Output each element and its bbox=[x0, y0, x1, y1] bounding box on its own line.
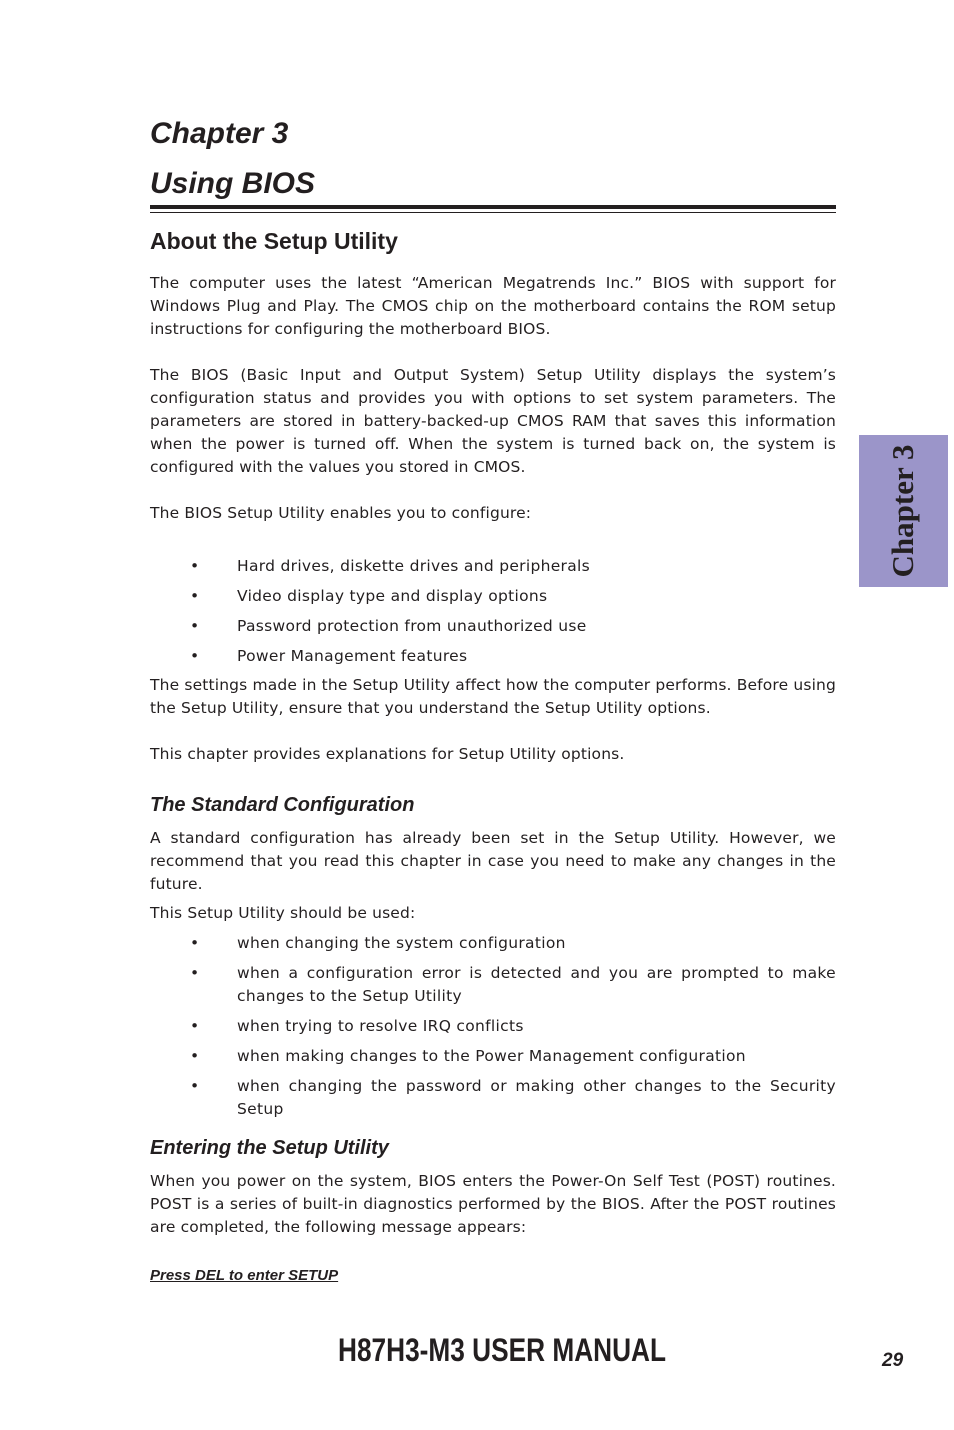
page-number: 29 bbox=[882, 1350, 904, 1371]
about-paragraph-4: The settings made in the Setup Utility affect how the computer performs. Before using the Setup Utility, ensure that you understand the Setup Utility options. bbox=[150, 676, 836, 717]
chapter-side-tab-label: Chapter 3 bbox=[885, 444, 920, 578]
list-item: • Video display type and display options bbox=[150, 585, 836, 608]
title-rule-thick bbox=[150, 205, 836, 209]
bullet-icon: • bbox=[190, 1077, 200, 1095]
section-heading-about: About the Setup Utility bbox=[150, 228, 398, 254]
bullet-icon: • bbox=[190, 617, 200, 635]
about-paragraph-1: The computer uses the latest “American Megatrends Inc.” BIOS with support for Windows Plug and Play. The CMOS chip on the motherboard contains the ROM setup instructions for configuring the motherboard BIOS. bbox=[150, 274, 836, 338]
about-paragraph-5: This chapter provides explanations for Setup Utility options. bbox=[150, 745, 625, 763]
press-del-message: Press DEL to enter SETUP bbox=[150, 1267, 339, 1284]
bullet-icon: • bbox=[190, 934, 200, 952]
bullet-icon: • bbox=[190, 647, 200, 665]
list-item: • when a configuration error is detected and you are prompted to make changes to the Setup Utility bbox=[190, 964, 836, 1005]
about-paragraph-3: The BIOS Setup Utility enables you to configure: bbox=[150, 504, 532, 522]
subheading-standard-configuration: The Standard Configuration bbox=[150, 794, 415, 816]
standard-paragraph-1: A standard configuration has already been set in the Setup Utility. However, we recommend that you read this chapter in case you need to make any changes in the future. bbox=[150, 829, 836, 893]
usage-list bbox=[150, 932, 836, 1121]
entering-paragraph-1: When you power on the system, BIOS enters the Power-On Self Test (POST) routines. POST is a series of built-in diagnostics performed by the BIOS. After the POST routines are completed, the following message appears: bbox=[150, 1172, 836, 1236]
list-item: • when changing the system configuration bbox=[150, 932, 836, 955]
subheading-entering-setup: Entering the Setup Utility bbox=[150, 1137, 389, 1159]
title-rule-thin bbox=[150, 212, 836, 213]
chapter-number: Chapter 3 bbox=[150, 117, 289, 150]
bullet-icon: • bbox=[190, 1017, 200, 1035]
list-item: • when changing the password or making other changes to the Security Setup bbox=[190, 1077, 836, 1118]
bullet-icon: • bbox=[190, 557, 200, 575]
bullet-icon: • bbox=[190, 587, 200, 605]
list-item: • Power Management features bbox=[150, 645, 836, 668]
list-item: • Hard drives, diskette drives and peripherals bbox=[150, 555, 836, 578]
about-paragraph-2: The BIOS (Basic Input and Output System) Setup Utility displays the system’s configuration status and provides you with options to set system parameters. The parameters are stored in battery-backed-up CMOS RAM that saves this information when the power is turned off. When the system is turned back on, the system is configured with the values you stored in CMOS. bbox=[150, 366, 836, 476]
list-item: • Password protection from unauthorized use bbox=[150, 615, 836, 638]
manual-title: H87H3-M3 USER MANUAL bbox=[338, 1332, 667, 1368]
chapter-title: Using BIOS bbox=[150, 167, 316, 200]
standard-paragraph-2: This Setup Utility should be used: bbox=[150, 904, 416, 922]
bullet-icon: • bbox=[190, 1047, 200, 1065]
configure-list bbox=[150, 555, 836, 668]
bullet-icon: • bbox=[190, 964, 200, 982]
list-item: • when making changes to the Power Management configuration bbox=[150, 1045, 836, 1068]
chapter-side-tab bbox=[859, 435, 948, 587]
list-item: • when trying to resolve IRQ conflicts bbox=[150, 1015, 836, 1038]
